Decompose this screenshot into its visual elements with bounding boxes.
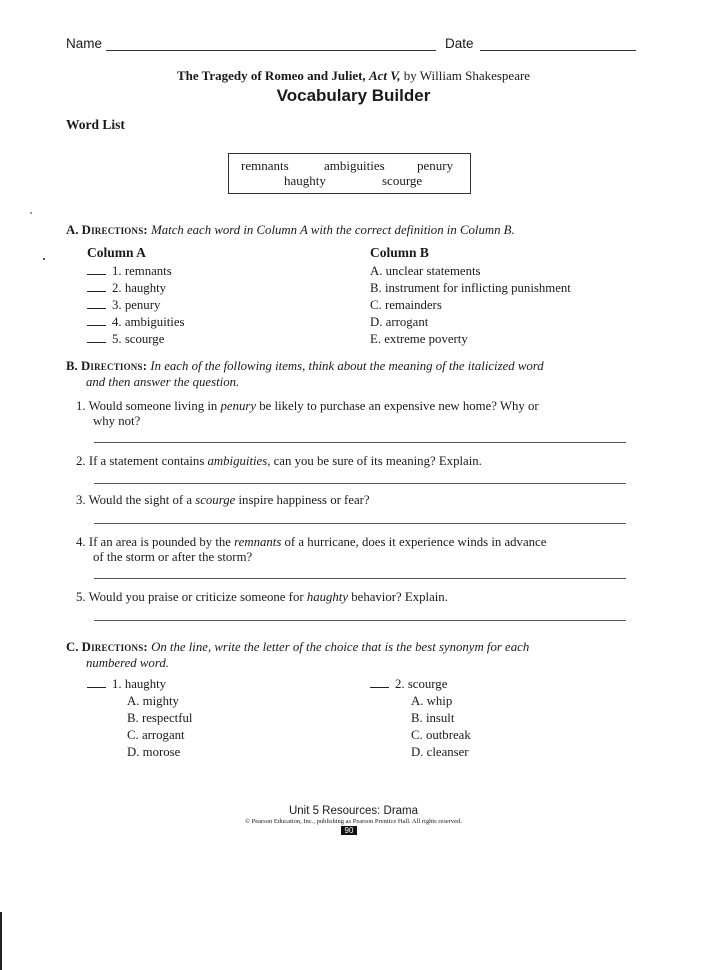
name-field[interactable] (106, 50, 436, 51)
italic-word: scourge (195, 493, 236, 507)
answer-blank[interactable] (87, 342, 106, 343)
name-date-row (66, 36, 636, 54)
synonym-word: haughty (124, 677, 167, 691)
answer-blank[interactable] (87, 325, 106, 326)
question-item: 4. If an area is pounded by the remnants of a hurricane, does it experience winds in advance of the storm or after the storm? (76, 535, 547, 564)
synonym-item: 2. scourge A. whip B. insult C. outbreak D. cleanser (370, 677, 471, 762)
column-b-list (370, 264, 571, 349)
footer-unit: Unit 5 Resources: Drama (288, 805, 419, 817)
definition-item: D. arrogant (370, 315, 429, 329)
directions-text: In each of the following items, think about the meaning of the italicized word (150, 359, 544, 373)
worksheet-source (0, 68, 707, 84)
choice-item: D. cleanser (411, 745, 469, 759)
answer-line[interactable] (94, 620, 626, 621)
title-work: The Tragedy of Romeo and Juliet, (176, 68, 366, 83)
definition-item: E. extreme poverty (370, 332, 468, 346)
answer-blank[interactable] (87, 291, 106, 292)
choice-item: A. mighty (127, 694, 179, 708)
question-item: 2. If a statement contains ambiguities, can you be sure of its meaning? Explain. (76, 454, 482, 468)
italic-word: penury (220, 399, 257, 413)
match-item: 2. haughty (87, 281, 185, 298)
synonym-word: scourge (407, 677, 448, 691)
italic-word: haughty (306, 590, 349, 604)
directions-text: numbered word. (86, 656, 169, 670)
name-label: Name (66, 36, 103, 51)
column-b-header: Column B (370, 245, 429, 260)
section-c-directions (66, 639, 656, 671)
word-list-word: remnants (241, 158, 289, 173)
answer-blank[interactable] (87, 308, 106, 309)
directions-text: and then answer the question. (86, 375, 240, 389)
italic-word: remnants (234, 535, 282, 549)
choice-item: D. morose (127, 745, 181, 759)
answer-blank[interactable] (87, 687, 106, 688)
answer-line[interactable] (94, 483, 626, 484)
word-list-word: scourge (382, 173, 423, 188)
answer-blank[interactable] (87, 274, 106, 275)
section-letter: A. (66, 223, 79, 237)
answer-line[interactable] (94, 442, 626, 443)
word-list-word: ambiguities (324, 158, 385, 173)
date-label: Date (445, 36, 474, 51)
question-item: 3. Would the sight of a scourge inspire happiness or fear? (76, 493, 370, 507)
italic-word: ambiguities (207, 454, 268, 468)
date-field[interactable] (480, 50, 636, 51)
question-item: 5. Would you praise or criticize someone for haughty behavior? Explain. (76, 590, 448, 604)
directions-text: On the line, write the letter of the choice that is the best synonym for each (151, 640, 530, 654)
column-a-list (87, 264, 185, 349)
choice-item: A. whip (411, 694, 453, 708)
choice-item: B. insult (411, 711, 455, 725)
definition-item: A. unclear statements (370, 264, 481, 278)
choice-item: C. arrogant (127, 728, 185, 742)
word-list-word: penury (417, 158, 454, 173)
word-list-word: haughty (284, 173, 326, 188)
page-title: Vocabulary Builder (276, 86, 431, 105)
section-letter: B. (66, 359, 78, 373)
match-item: 5. scourge (87, 332, 185, 349)
directions-label: Directions: (81, 223, 148, 237)
word-list-label: Word List (66, 117, 125, 132)
scan-speck (43, 258, 45, 260)
choice-item: C. outbreak (411, 728, 471, 742)
answer-line[interactable] (94, 523, 626, 524)
section-a-directions (66, 222, 656, 238)
choice-item: B. respectful (127, 711, 193, 725)
match-item: 1. remnants (87, 264, 185, 281)
definition-item: C. remainders (370, 298, 442, 312)
match-item: 4. ambiguities (87, 315, 185, 332)
directions-label: Directions: (80, 359, 148, 373)
column-a-header: Column A (87, 245, 146, 260)
title-act: Act V, (368, 68, 401, 83)
scan-speck (30, 212, 32, 214)
section-b-directions (66, 358, 656, 390)
answer-blank[interactable] (370, 687, 389, 688)
section-letter: C. (66, 640, 79, 654)
question-item: 1. Would someone living in penury be likely to purchase an expensive new home? Why or why not? (76, 399, 539, 428)
directions-text: Match each word in Column A with the correct definition in Column B. (151, 223, 515, 237)
answer-line[interactable] (94, 578, 626, 579)
scan-edge-mark (0, 912, 2, 970)
word-list-box (228, 153, 471, 194)
synonym-item: 1. haughty A. mighty B. respectful C. arrogant D. morose (87, 677, 192, 762)
page-number: 90 (341, 826, 357, 835)
definition-item: B. instrument for inflicting punishment (370, 281, 571, 295)
footer-copyright: © Pearson Education, Inc., publishing as Pearson Prentice Hall. All rights reserved. (245, 818, 462, 825)
title-author: by William Shakespeare (403, 68, 531, 83)
match-item: 3. penury (87, 298, 185, 315)
directions-label: Directions: (81, 640, 148, 654)
